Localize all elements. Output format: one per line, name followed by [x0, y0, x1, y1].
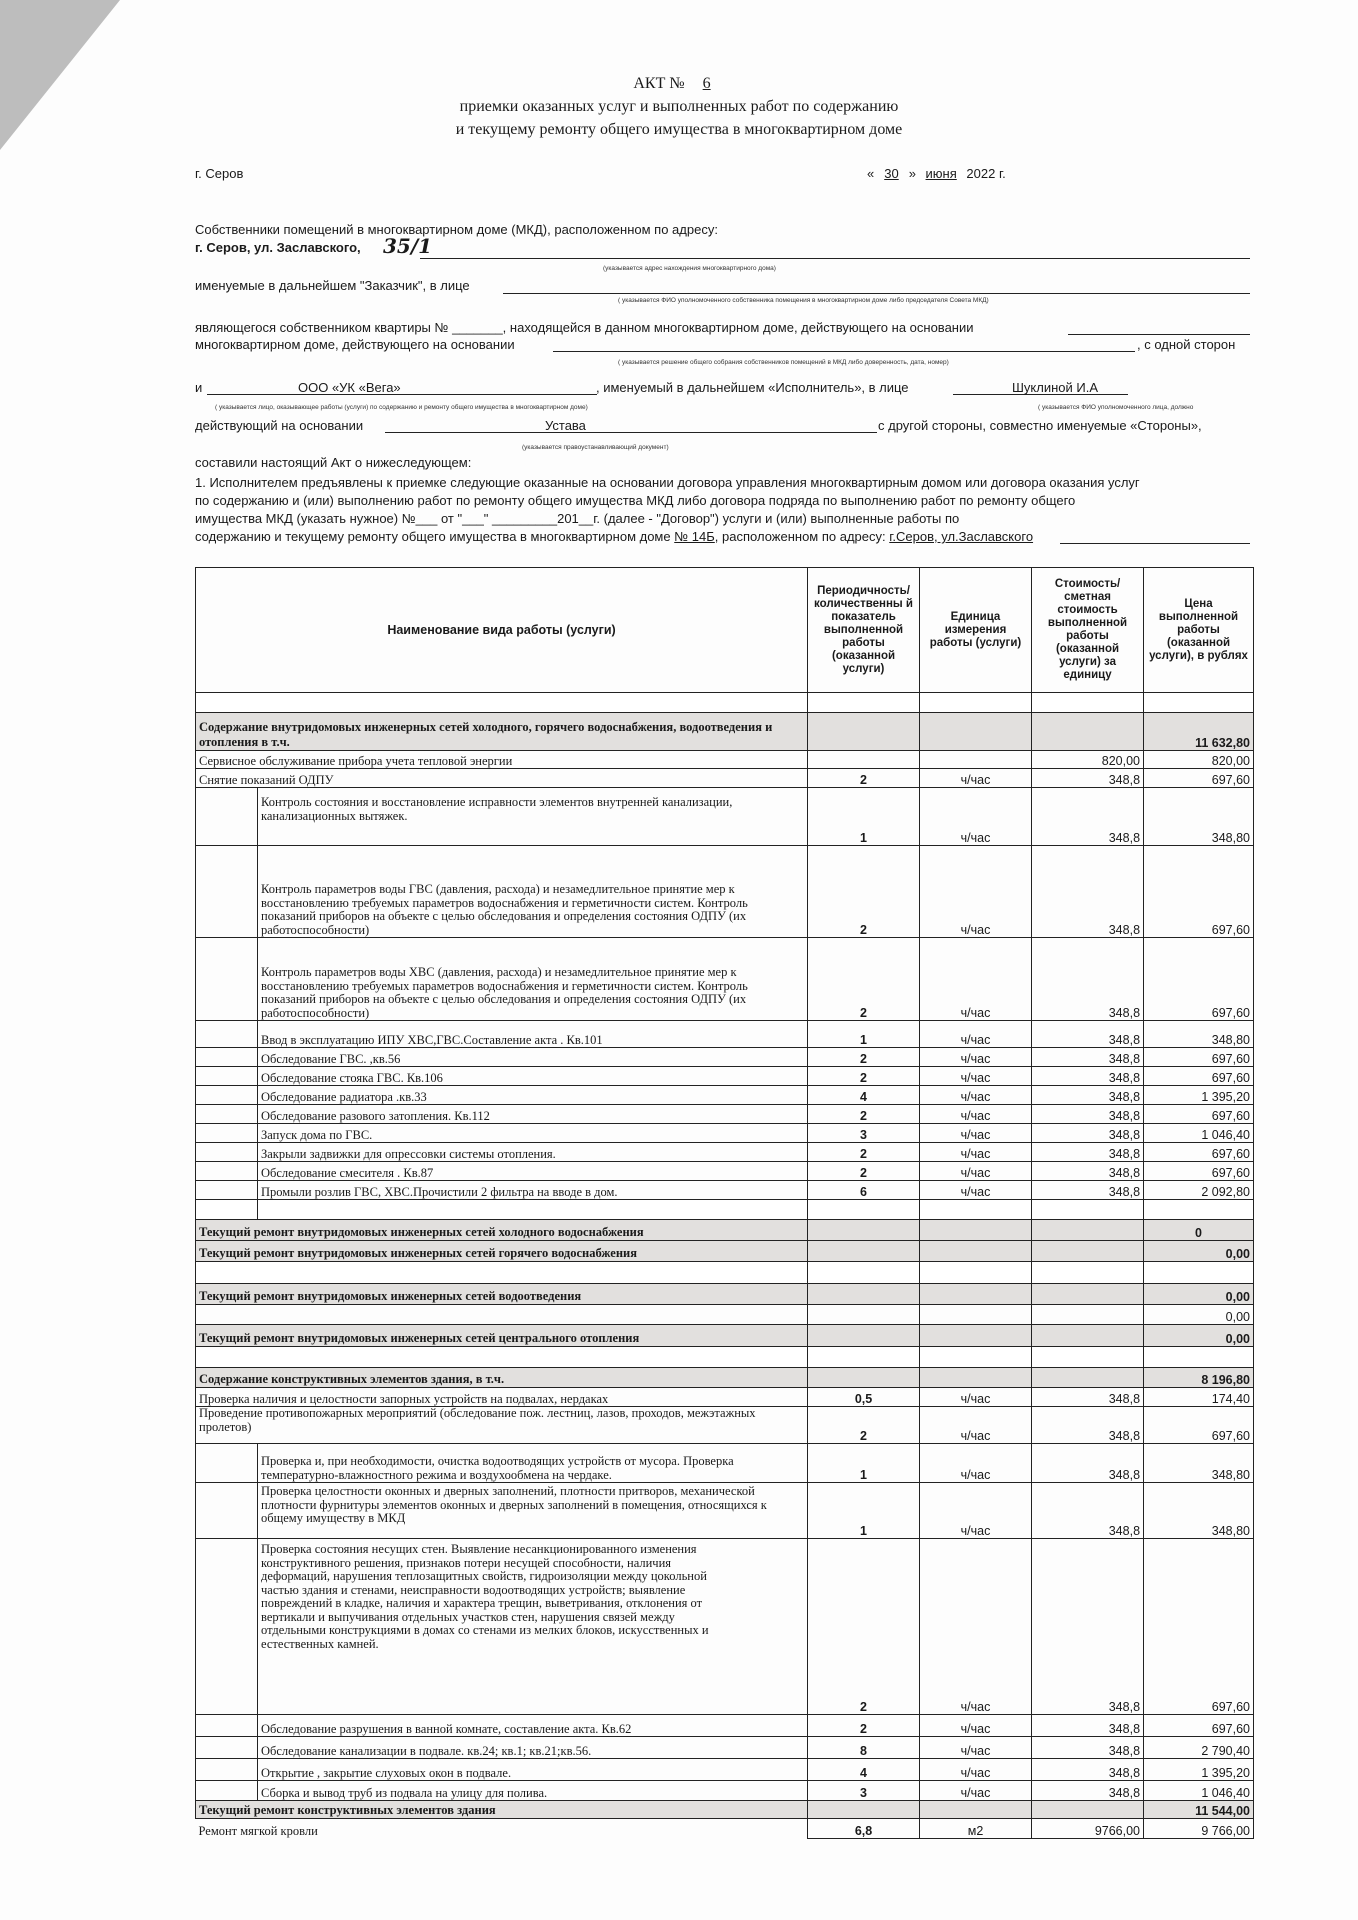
- p1-line3: имущества МКД (указать нужное) №___ от "___" _________201__г. (далее - "Договор") услуги и (или) выполненные работы по: [195, 511, 960, 526]
- table-row: Проверка и, при необходимости, очистка водоотводящих устройств от мусора. Проверка температурно-влажностного режима и воздухообмена на чердаке. 1 ч/час 348,8 348,80: [196, 1444, 1254, 1483]
- address: г. Серов, ул. Заславского,: [195, 240, 361, 255]
- table-row: Обследование разрушения в ванной комнате, составление акта. Кв.62 2 ч/час 348,8 697,60: [196, 1715, 1254, 1737]
- p1-line2: по содержанию и (или) выполнению работ по ремонту общего имущества МКД либо договора подряда по выполнению работ по ремонту общего: [195, 493, 1076, 508]
- col-unit: Единица измерения работы (услуги): [920, 568, 1032, 693]
- executor-fio: Шуклиной И.А: [1012, 380, 1099, 395]
- table-row: Проверка наличия и целостности запорных устройств на подвалах, нердаках 0,5 ч/час 348,8 174,40: [196, 1388, 1254, 1407]
- hint-company: ( указывается лицо, оказывающее работы (услуги) по содержанию и ремонту общего имущества в многоквартирном доме): [215, 404, 588, 411]
- handwritten-house-number: 35/1: [383, 234, 433, 258]
- hint-exec-fio: ( указывается ФИО уполномоченного лица, должно: [1038, 404, 1194, 411]
- hint-fio: ( указывается ФИО уполномоченного собственника помещения в многоквартирном доме либо председателя Совета МКД): [618, 297, 989, 304]
- acting-basis: Устава: [545, 418, 586, 433]
- company-name: ООО «УК «Вега»: [298, 380, 401, 395]
- col-name: Наименование вида работы (услуги): [196, 568, 808, 693]
- p1-line4: содержанию и текущему ремонту общего имущества в многоквартирном доме № 14Б, расположенном по адресу: г.Серов, ул.Заславского: [195, 529, 1034, 544]
- table-row: Закрыли задвижки для опрессовки системы отопления. 2 ч/час 348,8 697,60: [196, 1143, 1254, 1162]
- date: « 30 » июня 2022 г.: [867, 166, 1006, 181]
- table-row: Проведение противопожарных мероприятий (обследование пож. лестниц, лазов, проходов, межэтажных пролетов) 2 ч/час 348,8 697,60: [196, 1407, 1254, 1444]
- table-row: 0,00: [196, 1305, 1254, 1325]
- table-row: Обследование разового затопления. Кв.112 2 ч/час 348,8 697,60: [196, 1105, 1254, 1124]
- executor-text: , именуемый в дальнейшем «Исполнитель», в лице: [596, 380, 909, 395]
- table-row: Ввод в эксплуатацию ИПУ ХВС,ГВС.Составление акта . Кв.101 1 ч/час 348,8 348,80: [196, 1021, 1254, 1048]
- works-table: [195, 567, 1254, 1839]
- col-cost: Стоимость/ сметная стоимость выполненной работы (оказанной услуги) за единицу: [1032, 568, 1144, 693]
- table-row: Открытие , закрытие слуховых окон в подвале. 4 ч/час 348,8 1 395,20: [196, 1759, 1254, 1781]
- owners-text: Собственники помещений в многоквартирном доме (МКД), расположенном по адресу:: [195, 222, 718, 237]
- table-row: Содержание внутридомовых инженерных сетей холодного, горячего водоснабжения, водоотведения и отопления в т.ч. 11 632,80: [196, 713, 1254, 751]
- act-title: АКТ № 6: [0, 75, 1358, 93]
- and-text: и: [195, 380, 203, 395]
- table-row: Запуск дома по ГВС. 3 ч/час 348,8 1 046,40: [196, 1124, 1254, 1143]
- col-period: Периодичность/ количественны й показатель выполненной работы (оказанной услуги): [808, 568, 920, 693]
- other-side: с другой стороны, совместно именуемые «Стороны»,: [878, 418, 1202, 433]
- table-row: Обследование стояка ГВС. Кв.106 2 ч/час 348,8 697,60: [196, 1067, 1254, 1086]
- table-header-row: [196, 568, 1254, 693]
- hint-address: (указывается адрес нахождения многоквартирного дома): [603, 265, 776, 272]
- table-row: Контроль параметров воды ХВС (давления, расхода) и незамедлительное принятие мер к восстановлению требуемых параметров водоснабжения и герметичности систем. Контроль показаний приборов на объекте с целью обследования и определения состояния ОДПУ (их работоспособности) 2 ч/час 348,8 697,60: [196, 938, 1254, 1021]
- one-side: , с одной сторон: [1137, 337, 1236, 352]
- basis-line: многоквартирном доме, действующего на основании: [195, 337, 515, 352]
- col-price: Цена выполненной работы (оказанной услуги), в рублях: [1144, 568, 1254, 693]
- act-number: 6: [702, 75, 711, 92]
- p1-line1: 1. Исполнителем предъявлены к приемке следующие оказанные на основании договора управления многоквартирным домом или договора оказания услуг: [195, 475, 1140, 490]
- city: г. Серов: [195, 166, 244, 181]
- table-row: Контроль состояния и восстановление исправности элементов внутренней канализации, канализационных вытяжек. 1 ч/час 348,8 348,80: [196, 788, 1254, 846]
- act-subtitle-1: приемки оказанных услуг и выполненных работ по содержанию: [459, 98, 899, 115]
- act-subtitle-2: и текущему ремонту общего имущества в многоквартирном доме: [455, 121, 903, 138]
- table-row: Текущий ремонт внутридомовых инженерных сетей центрального отопления 0,00: [196, 1325, 1254, 1347]
- table-row: Обследование канализации в подвале. кв.24; кв.1; кв.21;кв.56. 8 ч/час 348,8 2 790,40: [196, 1737, 1254, 1759]
- table-row: Контроль параметров воды ГВС (давления, расхода) и незамедлительное принятие мер к восстановлению требуемых параметров водоснабжения и герметичности систем. Контроль показаний приборов на объекте с целью обследования и определения состояния ОДПУ (их работоспособности) 2 ч/час 348,8 697,60: [196, 846, 1254, 938]
- table-row: Обследование ГВС. ,кв.56 2 ч/час 348,8 697,60: [196, 1048, 1254, 1067]
- composed-text: составили настоящий Акт о нижеследующем:: [195, 455, 472, 470]
- table-row: Проверка состояния несущих стен. Выявление несанкционированного изменения конструктивного решения, признаков потери несущей способности, наличия деформаций, нарушения теплозащитных свойств, гидроизоляции между цокольной частью здания и стенами, неисправности водоотводящих устройств; выявление повреждений в кладке, наличия и характера трещин, выветривания, отклонения от вертикали и выпучивания отдельных участков стен, нарушения связей между отдельными конструкциями в домах со стенами из мелких блоков, искусственных и естественных камней. 2 ч/час 348,8 697,60: [196, 1539, 1254, 1715]
- table-row: Проверка целостности оконных и дверных заполнений, плотности притворов, механической плотности фурнитуры элементов оконных и дверных заполнений в помещения, относящихся к общему имуществу в МКД 1 ч/час 348,8 348,80: [196, 1483, 1254, 1539]
- table-row: Ремонт мягкой кровли 6,8 м2 9766,00 9 766,00: [196, 1819, 1254, 1839]
- table-row: Сервисное обслуживание прибора учета тепловой энергии 820,00 820,00: [196, 751, 1254, 769]
- owner-line: являющегося собственником квартиры № _______, находящейся в данном многоквартирном доме, действующего на основании: [195, 320, 974, 335]
- hint-doc: (указывается правоустанавливающий документ): [522, 444, 669, 451]
- acting-text: действующий на основании: [195, 418, 364, 433]
- table-row: Текущий ремонт конструктивных элементов здания 11 544,00: [196, 1801, 1254, 1819]
- table-row: Текущий ремонт внутридомовых инженерных сетей водоотведения 0,00: [196, 1284, 1254, 1305]
- table-row: Снятие показаний ОДПУ 2 ч/час 348,8 697,60: [196, 769, 1254, 788]
- hint-decision: ( указывается решение общего собрания собственников помещений в МКД либо доверенность, дата, номер): [618, 359, 949, 366]
- table-row: Текущий ремонт внутридомовых инженерных сетей холодного водоснабжения 0: [196, 1220, 1254, 1241]
- table-row: Сборка и вывод труб из подвала на улицу для полива. 3 ч/час 348,8 1 046,40: [196, 1781, 1254, 1801]
- table-row: Текущий ремонт внутридомовых инженерных сетей горячего водоснабжения 0,00: [196, 1241, 1254, 1262]
- table-row: Обследование смесителя . Кв.87 2 ч/час 348,8 697,60: [196, 1162, 1254, 1181]
- customer-text: именуемые в дальнейшем "Заказчик", в лице: [195, 278, 470, 293]
- table-row: Промыли розлив ГВС, ХВС.Прочистили 2 фильтра на вводе в дом. 6 ч/час 348,8 2 092,80: [196, 1181, 1254, 1200]
- table-row: Обследование радиатора .кв.33 4 ч/час 348,8 1 395,20: [196, 1086, 1254, 1105]
- table-row: Содержание конструктивных элементов здания, в т.ч. 8 196,80: [196, 1368, 1254, 1388]
